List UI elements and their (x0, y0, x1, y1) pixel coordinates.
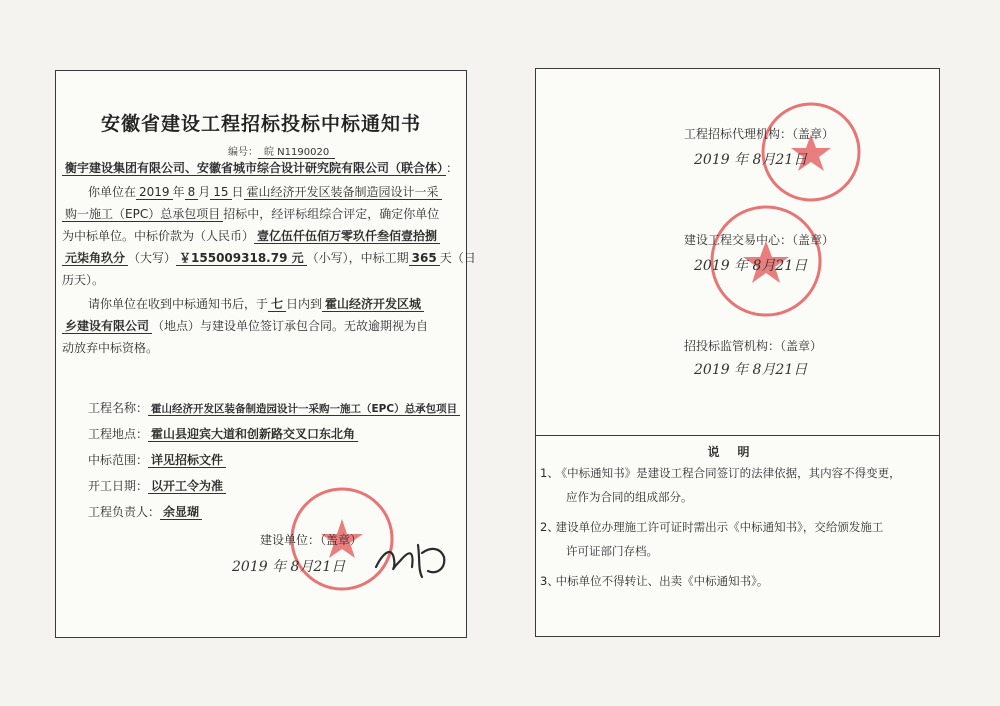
p1-text-a: 你单位在 (88, 185, 137, 199)
field-project-name (88, 397, 460, 420)
start-date-value: 以开工令为准 (148, 479, 226, 494)
para1-line4 (62, 247, 476, 269)
p1-text-c: 月 (198, 185, 211, 199)
para2-line3 (62, 337, 158, 359)
addressee-line (62, 157, 458, 179)
scope-value: 详见招标文件 (148, 453, 226, 468)
p2-text-d: 动放弃中标资格。 (62, 341, 159, 355)
agency-date: 2019 年 8月21日 (694, 152, 808, 168)
scope-label: 中标范围： (88, 453, 149, 467)
note-text-cont: 应作为合同的组成部分。 (566, 490, 693, 504)
number-label: 编号： (228, 147, 258, 158)
p1-text-e: 招标中，经评标组综合评定，确定你单位 (223, 207, 440, 221)
note-item (540, 461, 934, 509)
p1-text-b: 年 (172, 185, 185, 199)
project-name-value: 霍山经济开发区装备制造园设计一采购一施工（EPC）总承包项目 (148, 403, 460, 416)
p1-text-g: （大写） (128, 251, 177, 265)
project-lead-value: 余显瑚 (160, 505, 202, 520)
p1-text-i: 天（日 (439, 251, 476, 265)
p2-place-part2: 乡建设有限公司 (62, 319, 152, 334)
para1-line2 (62, 203, 439, 225)
trading-center-label: 建设工程交易中心：（盖章） (684, 233, 835, 247)
addressee: 衡宇建设集团有限公司、安徽省城市综合设计研究院有限公司（联合体） (62, 161, 446, 176)
note-item (540, 569, 934, 593)
p1-text-h: （小写），中标工期 (306, 251, 409, 265)
para2-line1 (62, 293, 424, 315)
agency-label: 工程招标代理机构：（盖章） (684, 127, 835, 141)
field-start-date (88, 475, 226, 497)
p1-amount-num: ￥155009318.79 元 (176, 251, 307, 266)
supervision-date: 2019 年 8月21日 (694, 362, 808, 378)
p1-project-part2: 购一施工（EPC）总承包项目 (62, 207, 223, 222)
addressee-suffix: ： (446, 161, 459, 175)
note-text: 《中标通知书》是建设工程合同签订的法律依据，其内容不得变更， (555, 466, 901, 480)
note-text: 建设单位办理施工许可证时需出示《中标通知书》，交给颁发施工 (555, 520, 884, 534)
field-project-site (88, 423, 358, 445)
trading-center-date: 2019 年 8月21日 (694, 258, 808, 274)
document-title: 安徽省建设工程招标投标中标通知书 (100, 113, 421, 135)
notice-page-left (55, 70, 476, 638)
para1-line5 (62, 269, 104, 291)
document-number (228, 143, 335, 158)
p1-month: 8 (185, 185, 199, 200)
p2-text-a: 请你单位在收到中标通知书后，于 (88, 297, 269, 311)
number-value: 皖 N1190020 (258, 147, 335, 159)
handwritten-signature (370, 533, 450, 583)
para1-line3 (62, 225, 440, 247)
note-text: 中标单位不得转让、出卖《中标通知书》。 (555, 574, 769, 588)
supervision-label: 招投标监管机构：（盖章） (684, 339, 823, 353)
project-lead-label: 工程负责人： (88, 505, 161, 519)
p1-project-part1: 霍山经济开发区装备制造园设计一采 (244, 185, 442, 200)
notes-title: 说明 (707, 445, 768, 459)
p1-text-d: 日 (231, 185, 244, 199)
builder-sign-date: 2019 年 8月21日 (232, 559, 346, 575)
project-site-value: 霍山县迎宾大道和创新路交叉口东北角 (148, 427, 358, 442)
note-item (540, 515, 934, 563)
para1-line1 (62, 181, 442, 203)
p1-day: 15 (210, 185, 231, 200)
p1-text-f: 为中标单位。中标价款为（人民币） (62, 229, 255, 243)
start-date-label: 开工日期： (88, 479, 149, 493)
p1-amount-cn-part1: 壹亿伍仟伍佰万零玖仟叁佰壹拾捌 (254, 229, 440, 244)
note-number: 2、 (540, 520, 559, 534)
field-scope (88, 449, 226, 471)
project-site-label: 工程地点： (88, 427, 149, 441)
builder-sign-label: 建设单位：（盖章） (260, 533, 363, 547)
section-divider (536, 435, 939, 436)
note-number: 1、 (540, 466, 559, 480)
notice-page-right (535, 68, 940, 637)
p2-text-c: （地点）与建设单位签订承包合同。无故逾期视为自 (152, 319, 429, 333)
p2-place-part1: 霍山经济开发区城 (322, 297, 424, 312)
note-number: 3、 (540, 574, 559, 588)
p2-text-b: 日内到 (286, 297, 323, 311)
field-project-lead (88, 501, 202, 523)
note-text-cont: 许可证部门存档。 (566, 544, 658, 558)
p1-amount-cn-part2: 元柒角玖分 (62, 251, 128, 266)
p2-days: 七 (268, 297, 286, 312)
p1-text-j: 历天）。 (62, 273, 105, 287)
para2-line2 (62, 315, 428, 337)
p1-duration: 365 (409, 251, 440, 266)
p1-year: 2019 (136, 185, 173, 200)
project-name-label: 工程名称： (88, 401, 149, 415)
